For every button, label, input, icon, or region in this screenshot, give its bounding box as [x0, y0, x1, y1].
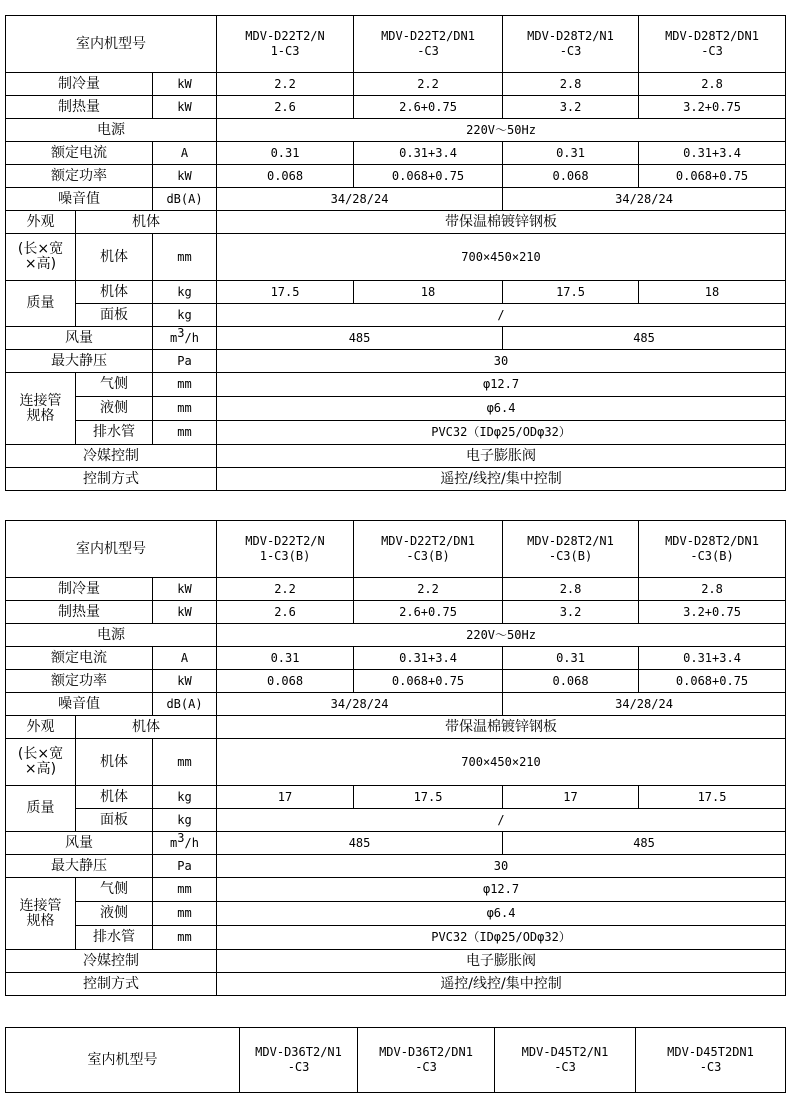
value-cell: 3.2+0.75 — [639, 601, 786, 624]
refrigerant-control-label: 冷媒控制 — [6, 445, 217, 468]
model-cell: MDV-D22T2/DN1 -C3(B) — [354, 521, 503, 578]
value-cell: 17.5 — [639, 786, 786, 809]
spec-table-2 — [5, 520, 786, 996]
value-cell: 0.068+0.75 — [639, 670, 786, 693]
unit-cell: mm — [153, 234, 217, 281]
drain-row — [6, 926, 786, 950]
unit-cell: A — [153, 647, 217, 670]
power-supply-value: 220V～50Hz — [217, 119, 786, 142]
value-cell: 17 — [503, 786, 639, 809]
model-row — [6, 521, 786, 578]
gas-side-label: 气侧 — [76, 373, 153, 397]
value-cell: 2.8 — [503, 73, 639, 96]
value-cell: 34/28/24 — [217, 188, 503, 211]
value-cell: 18 — [354, 281, 503, 304]
mass-panel-label: 面板 — [76, 809, 153, 832]
dimension-body-label: 机体 — [76, 234, 153, 281]
model-cell: MDV-D45T2/N1 -C3 — [495, 1028, 636, 1093]
value-cell: 0.31 — [503, 142, 639, 165]
model-cell: MDV-D28T2/DN1 -C3 — [639, 16, 786, 73]
value-cell: 0.068 — [217, 165, 354, 188]
heating-label: 制热量 — [6, 601, 153, 624]
drain-label: 排水管 — [76, 421, 153, 445]
noise-label: 噪音值 — [6, 693, 153, 716]
unit-cell: kW — [153, 670, 217, 693]
value-cell: 0.31 — [503, 647, 639, 670]
rated-current-label: 额定电流 — [6, 647, 153, 670]
power-supply-label: 电源 — [6, 119, 217, 142]
control-mode-label: 控制方式 — [6, 468, 217, 491]
control-mode-row — [6, 973, 786, 996]
liquid-side-label: 液侧 — [76, 397, 153, 421]
drain-row — [6, 421, 786, 445]
power-supply-row — [6, 119, 786, 142]
drain-label: 排水管 — [76, 926, 153, 950]
dimension-row — [6, 234, 786, 281]
refrigerant-control-value: 电子膨胀阀 — [217, 445, 786, 468]
value-cell: 0.31 — [217, 647, 354, 670]
unit-cell: dB(A) — [153, 693, 217, 716]
appearance-value: 带保温棉镀锌钢板 — [217, 211, 786, 234]
static-pressure-value: 30 — [217, 350, 786, 373]
value-cell: 485 — [503, 327, 786, 350]
rated-current-row — [6, 647, 786, 670]
value-cell: 2.2 — [354, 578, 503, 601]
control-mode-label: 控制方式 — [6, 973, 217, 996]
cooling-label: 制冷量 — [6, 578, 153, 601]
model-row — [6, 1028, 786, 1093]
unit-cell: mm — [153, 373, 217, 397]
power-supply-row — [6, 624, 786, 647]
refrigerant-control-value: 电子膨胀阀 — [217, 950, 786, 973]
heating-row — [6, 96, 786, 119]
value-cell: 0.31+3.4 — [354, 647, 503, 670]
unit-cell: kg — [153, 281, 217, 304]
value-cell: 0.068+0.75 — [354, 670, 503, 693]
value-cell: 2.2 — [217, 73, 354, 96]
liquid-side-value: φ6.4 — [217, 902, 786, 926]
static-pressure-value: 30 — [217, 855, 786, 878]
mass-body-label: 机体 — [76, 786, 153, 809]
refrigerant-control-row — [6, 445, 786, 468]
airflow-row — [6, 832, 786, 855]
liquid-side-value: φ6.4 — [217, 397, 786, 421]
value-cell: 485 — [217, 327, 503, 350]
spec-table-1 — [5, 15, 786, 491]
value-cell: 0.31 — [217, 142, 354, 165]
airflow-row — [6, 327, 786, 350]
value-cell: 34/28/24 — [217, 693, 503, 716]
cooling-row — [6, 73, 786, 96]
unit-cell: Pa — [153, 350, 217, 373]
unit-cell: kW — [153, 96, 217, 119]
unit-cell: kg — [153, 809, 217, 832]
value-cell: 3.2 — [503, 96, 639, 119]
value-cell: 2.8 — [639, 73, 786, 96]
value-cell: 3.2+0.75 — [639, 96, 786, 119]
value-cell: 34/28/24 — [503, 693, 786, 716]
spec-table-3 — [5, 1027, 786, 1093]
gas-side-value: φ12.7 — [217, 878, 786, 902]
model-row — [6, 16, 786, 73]
unit-cell: kW — [153, 578, 217, 601]
appearance-label: 外观 — [6, 716, 76, 739]
dimension-value: 700×450×210 — [217, 739, 786, 786]
mass-panel-label: 面板 — [76, 304, 153, 327]
value-cell: 485 — [217, 832, 503, 855]
rated-current-label: 额定电流 — [6, 142, 153, 165]
static-pressure-row — [6, 855, 786, 878]
cooling-row — [6, 578, 786, 601]
unit-cell: kg — [153, 786, 217, 809]
rated-power-label: 额定功率 — [6, 165, 153, 188]
rated-current-row — [6, 142, 786, 165]
rated-power-row — [6, 165, 786, 188]
value-cell: 0.068+0.75 — [639, 165, 786, 188]
gas-side-row — [6, 373, 786, 397]
noise-row — [6, 188, 786, 211]
noise-label: 噪音值 — [6, 188, 153, 211]
value-cell: 18 — [639, 281, 786, 304]
model-cell: MDV-D22T2/N 1-C3(B) — [217, 521, 354, 578]
dimension-label: (长×宽 ×高) — [6, 234, 76, 281]
value-cell: 2.6+0.75 — [354, 96, 503, 119]
value-cell: 0.31+3.4 — [639, 142, 786, 165]
appearance-body-label: 机体 — [76, 211, 217, 234]
noise-row — [6, 693, 786, 716]
unit-cell: A — [153, 142, 217, 165]
control-mode-row — [6, 468, 786, 491]
drain-value: PVC32（IDφ25/ODφ32） — [217, 926, 786, 950]
model-cell: MDV-D28T2/N1 -C3(B) — [503, 521, 639, 578]
unit-cell: mm — [153, 397, 217, 421]
mass-body-row — [6, 281, 786, 304]
model-cell: MDV-D28T2/DN1 -C3(B) — [639, 521, 786, 578]
unit-cell: mm — [153, 421, 217, 445]
dimension-label: (长×宽 ×高) — [6, 739, 76, 786]
value-cell: 0.068 — [503, 165, 639, 188]
unit-cell: kg — [153, 304, 217, 327]
appearance-row — [6, 211, 786, 234]
static-pressure-row — [6, 350, 786, 373]
unit-cell: kW — [153, 601, 217, 624]
mass-body-label: 机体 — [76, 281, 153, 304]
value-cell: 485 — [503, 832, 786, 855]
unit-cell: mm — [153, 902, 217, 926]
model-cell: MDV-D45T2DN1 -C3 — [636, 1028, 786, 1093]
pipe-spec-label: 连接管 规格 — [6, 373, 76, 445]
model-cell: MDV-D28T2/N1 -C3 — [503, 16, 639, 73]
power-supply-value: 220V～50Hz — [217, 624, 786, 647]
model-cell: MDV-D36T2/N1 -C3 — [240, 1028, 358, 1093]
liquid-side-label: 液侧 — [76, 902, 153, 926]
dimension-row — [6, 739, 786, 786]
pipe-spec-label: 连接管 规格 — [6, 878, 76, 950]
unit-cell: dB(A) — [153, 188, 217, 211]
model-label: 室内机型号 — [6, 1028, 240, 1093]
value-cell: 0.31+3.4 — [354, 142, 503, 165]
model-label: 室内机型号 — [6, 521, 217, 578]
value-cell: 17.5 — [354, 786, 503, 809]
liquid-side-row — [6, 397, 786, 421]
static-pressure-label: 最大静压 — [6, 855, 153, 878]
value-cell: 2.8 — [639, 578, 786, 601]
mass-panel-value: / — [217, 809, 786, 832]
value-cell: 2.2 — [354, 73, 503, 96]
value-cell: 2.6 — [217, 601, 354, 624]
value-cell: 0.068 — [503, 670, 639, 693]
airflow-label: 风量 — [6, 832, 153, 855]
value-cell: 0.068 — [217, 670, 354, 693]
mass-label: 质量 — [6, 786, 76, 832]
refrigerant-control-label: 冷媒控制 — [6, 950, 217, 973]
static-pressure-label: 最大静压 — [6, 350, 153, 373]
value-cell: 2.8 — [503, 578, 639, 601]
unit-cell: mm — [153, 926, 217, 950]
value-cell: 17.5 — [217, 281, 354, 304]
model-label: 室内机型号 — [6, 16, 217, 73]
mass-panel-value: / — [217, 304, 786, 327]
gas-side-label: 气侧 — [76, 878, 153, 902]
rated-power-label: 额定功率 — [6, 670, 153, 693]
heating-label: 制热量 — [6, 96, 153, 119]
gas-side-value: φ12.7 — [217, 373, 786, 397]
unit-cell: kW — [153, 165, 217, 188]
rated-power-row — [6, 670, 786, 693]
value-cell: 2.6 — [217, 96, 354, 119]
value-cell: 2.2 — [217, 578, 354, 601]
value-cell: 2.6+0.75 — [354, 601, 503, 624]
dimension-value: 700×450×210 — [217, 234, 786, 281]
value-cell: 17 — [217, 786, 354, 809]
value-cell: 0.31+3.4 — [639, 647, 786, 670]
value-cell: 0.068+0.75 — [354, 165, 503, 188]
cooling-label: 制冷量 — [6, 73, 153, 96]
unit-cell: mm — [153, 739, 217, 786]
appearance-body-label: 机体 — [76, 716, 217, 739]
unit-cell: kW — [153, 73, 217, 96]
appearance-value: 带保温棉镀锌钢板 — [217, 716, 786, 739]
liquid-side-row — [6, 902, 786, 926]
appearance-row — [6, 716, 786, 739]
value-cell: 34/28/24 — [503, 188, 786, 211]
unit-cell: Pa — [153, 855, 217, 878]
control-mode-value: 遥控/线控/集中控制 — [217, 973, 786, 996]
mass-body-row — [6, 786, 786, 809]
control-mode-value: 遥控/线控/集中控制 — [217, 468, 786, 491]
mass-panel-row — [6, 304, 786, 327]
unit-cell: $m^3/h$ — [153, 832, 217, 855]
power-supply-label: 电源 — [6, 624, 217, 647]
value-cell: 17.5 — [503, 281, 639, 304]
model-cell: MDV-D22T2/N 1-C3 — [217, 16, 354, 73]
dimension-body-label: 机体 — [76, 739, 153, 786]
value-cell: 3.2 — [503, 601, 639, 624]
model-cell: MDV-D36T2/DN1 -C3 — [358, 1028, 495, 1093]
model-cell: MDV-D22T2/DN1 -C3 — [354, 16, 503, 73]
mass-label: 质量 — [6, 281, 76, 327]
refrigerant-control-row — [6, 950, 786, 973]
airflow-label: 风量 — [6, 327, 153, 350]
mass-panel-row — [6, 809, 786, 832]
gas-side-row — [6, 878, 786, 902]
drain-value: PVC32（IDφ25/ODφ32） — [217, 421, 786, 445]
appearance-label: 外观 — [6, 211, 76, 234]
unit-cell: $m^3/h$ — [153, 327, 217, 350]
heating-row — [6, 601, 786, 624]
unit-cell: mm — [153, 878, 217, 902]
